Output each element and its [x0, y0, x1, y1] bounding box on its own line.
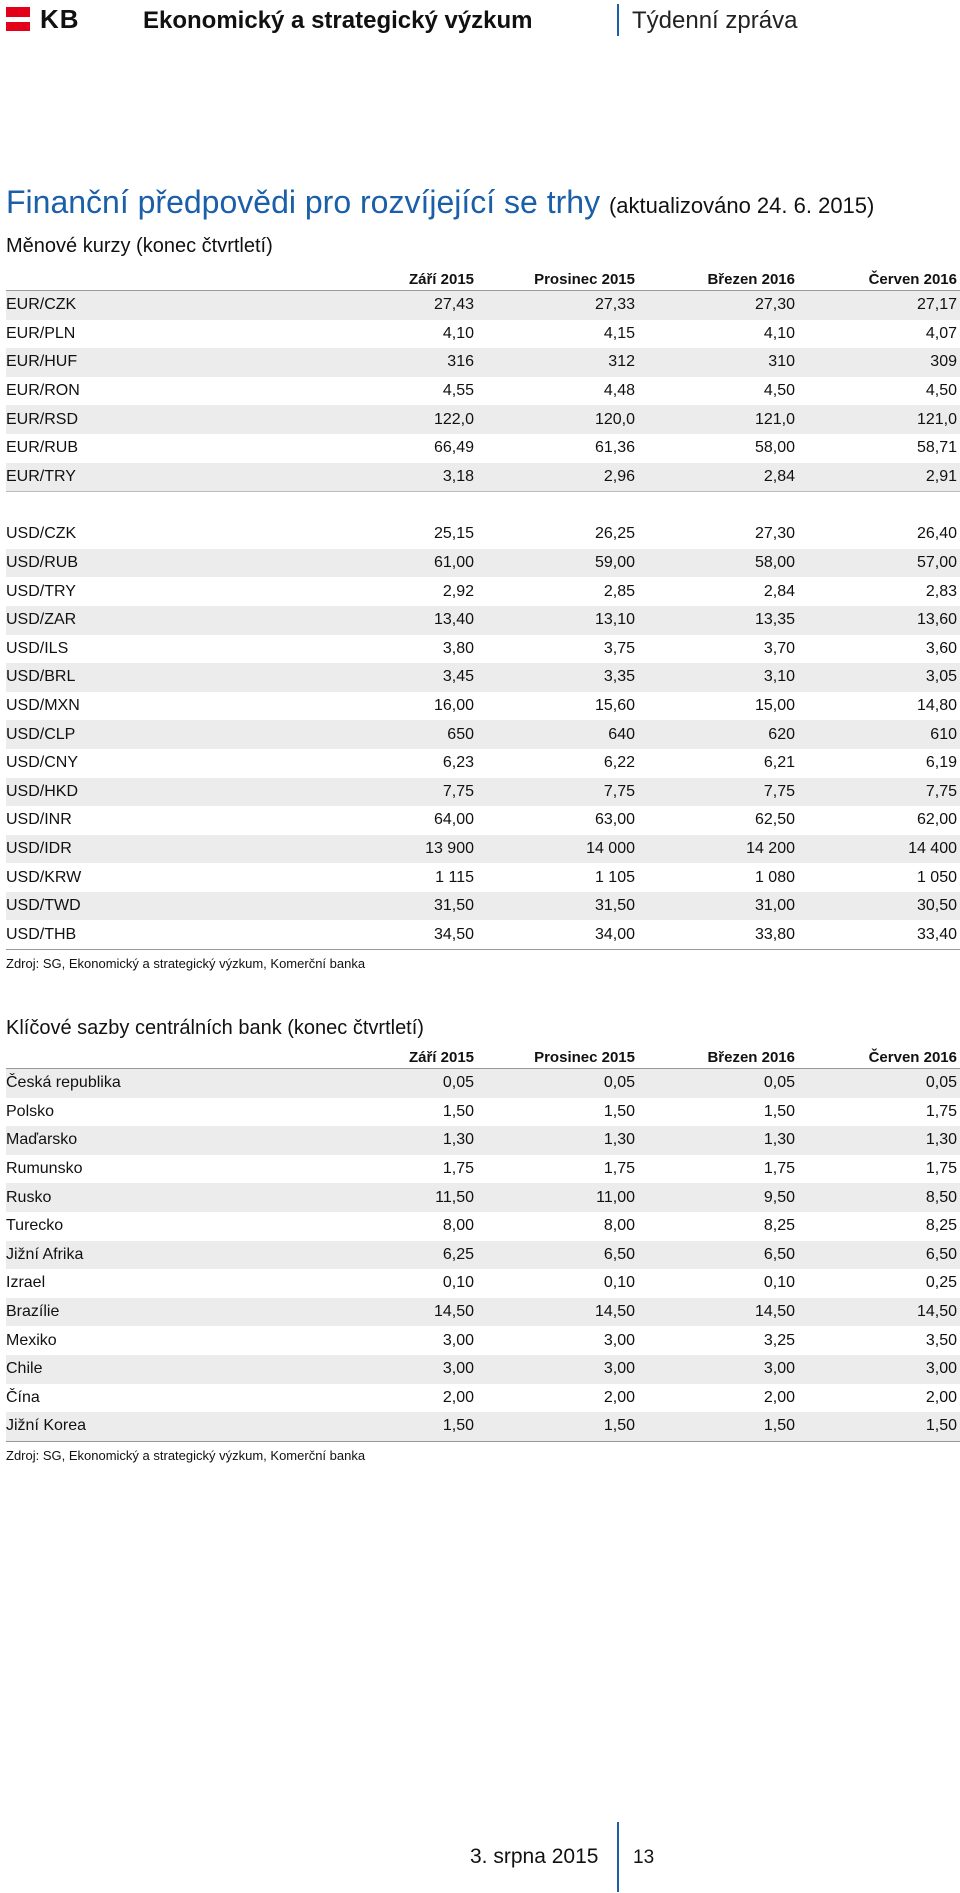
table-cell: 14 200 [746, 839, 795, 857]
table-cell: 0,10 [603, 1274, 635, 1292]
table-cell: 2,84 [763, 582, 795, 600]
table-cell: 3,70 [763, 639, 795, 657]
table-row [6, 749, 960, 778]
table-row [6, 1241, 960, 1270]
rates-table [6, 1046, 960, 1442]
table-cell: 1,50 [603, 1417, 635, 1435]
table-cell: 31,50 [433, 897, 474, 915]
row-label: EUR/RSD [6, 410, 79, 428]
row-label: EUR/RON [6, 382, 80, 400]
table-cell: 1,50 [763, 1102, 795, 1120]
table-cell: 3,10 [763, 668, 795, 686]
row-label: USD/MXN [6, 697, 80, 715]
table-cell: 33,40 [916, 925, 957, 943]
table-cell: 27,30 [754, 525, 795, 543]
table-cell: 8,25 [763, 1217, 795, 1235]
table-cell: 1,50 [925, 1417, 957, 1435]
table-cell: 3,00 [603, 1360, 635, 1378]
table-cell: 61,36 [594, 439, 635, 457]
table-cell: 7,75 [763, 782, 795, 800]
table-cell: 1,30 [763, 1131, 795, 1149]
table-cell: 62,50 [754, 811, 795, 829]
row-label: USD/ILS [6, 639, 69, 657]
table-cell: 1,50 [442, 1102, 474, 1120]
table-cell: 121,0 [754, 410, 795, 428]
table-cell: 2,00 [442, 1388, 474, 1406]
table-cell: 61,00 [433, 554, 474, 572]
fx-table [6, 268, 960, 950]
table-cell: 3,50 [925, 1331, 957, 1349]
table-cell: 30,50 [916, 897, 957, 915]
table-cell: 1,75 [442, 1160, 474, 1178]
table-cell: 27,33 [594, 296, 635, 314]
table-cell: 610 [930, 725, 957, 743]
table-row [6, 1269, 960, 1298]
table-cell: 0,05 [442, 1074, 474, 1092]
row-label: Maďarsko [6, 1131, 78, 1149]
table-cell: 6,19 [925, 754, 957, 772]
table-cell: 15,00 [754, 697, 795, 715]
table-cell: 3,18 [442, 467, 474, 485]
table-row [6, 1355, 960, 1384]
row-label: USD/TWD [6, 897, 81, 915]
table-cell: 7,75 [442, 782, 474, 800]
row-label: EUR/HUF [6, 353, 78, 371]
table-cell: 0,10 [763, 1274, 795, 1292]
row-label: USD/HKD [6, 782, 79, 800]
table-cell: 2,00 [603, 1388, 635, 1406]
table-row [6, 1069, 960, 1098]
row-label: USD/CZK [6, 525, 77, 543]
table-cell: 650 [447, 725, 474, 743]
column-header: Červen 2016 [868, 270, 957, 288]
table-cell: 8,00 [603, 1217, 635, 1235]
table-cell: 0,05 [603, 1074, 635, 1092]
table-cell: 1,75 [603, 1160, 635, 1178]
table-row [6, 692, 960, 721]
table-row [6, 1155, 960, 1184]
table-cell: 620 [768, 725, 795, 743]
row-label: Čína [6, 1388, 40, 1406]
row-label: USD/TRY [6, 582, 76, 600]
table-cell: 1,75 [763, 1160, 795, 1178]
footer-date: 3. srpna 2015 [470, 1845, 599, 1868]
rates-table-header [6, 1046, 960, 1069]
table-cell: 27,30 [754, 296, 795, 314]
table-cell: 120,0 [594, 410, 635, 428]
table-cell: 3,25 [763, 1331, 795, 1349]
table-cell: 0,10 [442, 1274, 474, 1292]
table-cell: 6,21 [763, 754, 795, 772]
table-cell: 64,00 [433, 811, 474, 829]
row-label: USD/INR [6, 811, 72, 829]
column-header: Červen 2016 [868, 1048, 957, 1066]
table-cell: 4,07 [925, 324, 957, 342]
table-cell: 3,00 [925, 1360, 957, 1378]
table-row [6, 520, 960, 549]
table-cell: 1,75 [925, 1102, 957, 1120]
table-cell: 1 080 [754, 868, 795, 886]
row-label: USD/CLP [6, 725, 76, 743]
table-row [6, 549, 960, 578]
table-cell: 2,00 [763, 1388, 795, 1406]
kb-logo-text: KB [40, 3, 80, 34]
table-cell: 25,15 [433, 525, 474, 543]
kb-logo-icon [6, 7, 30, 31]
table-cell: 2,85 [603, 582, 635, 600]
table-cell: 309 [930, 353, 957, 371]
table-cell: 58,00 [754, 554, 795, 572]
table-row [6, 1298, 960, 1327]
table-cell: 4,15 [603, 324, 635, 342]
table-row [6, 291, 960, 320]
row-label: Rumunsko [6, 1160, 83, 1178]
table-cell: 310 [768, 353, 795, 371]
table-cell: 31,50 [594, 897, 635, 915]
table-row [6, 320, 960, 349]
table-cell: 14,50 [916, 1303, 957, 1321]
row-label: EUR/PLN [6, 324, 76, 342]
table-cell: 14 400 [908, 839, 957, 857]
table-cell: 27,43 [433, 296, 474, 314]
row-label: USD/IDR [6, 839, 72, 857]
row-label: USD/ZAR [6, 611, 77, 629]
table-cell: 4,55 [442, 382, 474, 400]
column-header: Září 2015 [408, 1048, 474, 1066]
table-cell: 26,25 [594, 525, 635, 543]
table-row [6, 635, 960, 664]
table-row [6, 577, 960, 606]
table-cell: 121,0 [916, 410, 957, 428]
table-cell: 62,00 [916, 811, 957, 829]
table-cell: 2,00 [925, 1388, 957, 1406]
rates-section-title: Klíčové sazby centrálních bank (konec čtvrtletí) [6, 1017, 424, 1039]
table-cell: 6,50 [763, 1245, 795, 1263]
row-label: USD/KRW [6, 868, 82, 886]
table-cell: 3,45 [442, 668, 474, 686]
table-cell: 1 050 [916, 868, 957, 886]
header-divider [617, 4, 619, 36]
page-header [0, 0, 960, 40]
table-cell: 14,50 [754, 1303, 795, 1321]
table-cell: 57,00 [916, 554, 957, 572]
row-label: Česká republika [6, 1074, 121, 1092]
row-label: EUR/CZK [6, 296, 77, 314]
table-row [6, 377, 960, 406]
table-row [6, 1098, 960, 1127]
row-label: Mexiko [6, 1331, 57, 1349]
table-cell: 0,25 [925, 1274, 957, 1292]
table-cell: 33,80 [754, 925, 795, 943]
row-label: Izrael [6, 1274, 46, 1292]
row-label: Jižní Afrika [6, 1245, 84, 1263]
column-header: Březen 2016 [707, 1048, 795, 1066]
table-row [6, 434, 960, 463]
table-cell: 14,80 [916, 697, 957, 715]
table-row [6, 720, 960, 749]
table-cell: 3,80 [442, 639, 474, 657]
table-cell: 1 105 [594, 868, 635, 886]
table-row [6, 1384, 960, 1413]
table-cell: 7,75 [603, 782, 635, 800]
header-subtitle: Týdenní zpráva [632, 7, 798, 34]
table-cell: 13,40 [433, 611, 474, 629]
table-cell: 1,30 [925, 1131, 957, 1149]
table-cell: 13,60 [916, 611, 957, 629]
table-cell: 3,35 [603, 668, 635, 686]
table-cell: 4,48 [603, 382, 635, 400]
fx-source-note: Zdroj: SG, Ekonomický a strategický výzkum, Komerční banka [6, 956, 366, 971]
table-cell: 15,60 [594, 697, 635, 715]
table-cell: 1,50 [442, 1417, 474, 1435]
row-label: Chile [6, 1360, 43, 1378]
table-cell: 2,84 [763, 467, 795, 485]
table-cell: 14,50 [594, 1303, 635, 1321]
table-cell: 8,50 [925, 1188, 957, 1206]
table-cell: 4,10 [763, 324, 795, 342]
table-cell: 312 [608, 353, 635, 371]
table-cell: 0,05 [763, 1074, 795, 1092]
table-cell: 4,50 [925, 382, 957, 400]
table-row [6, 348, 960, 377]
table-cell: 8,25 [925, 1217, 957, 1235]
table-row [6, 1183, 960, 1212]
row-label: USD/THB [6, 925, 77, 943]
table-row [6, 1212, 960, 1241]
footer-divider [617, 1822, 619, 1892]
column-header: Prosinec 2015 [534, 270, 635, 288]
row-label: EUR/RUB [6, 439, 79, 457]
table-cell: 7,75 [925, 782, 957, 800]
table-row [6, 778, 960, 807]
table-cell: 4,10 [442, 324, 474, 342]
table-cell: 31,00 [754, 897, 795, 915]
table-cell: 66,49 [433, 439, 474, 457]
table-cell: 9,50 [763, 1188, 795, 1206]
table-row [6, 835, 960, 864]
table-cell: 3,60 [925, 639, 957, 657]
table-cell: 6,50 [925, 1245, 957, 1263]
update-note: (aktualizováno 24. 6. 2015) [608, 193, 875, 218]
column-header: Prosinec 2015 [534, 1048, 635, 1066]
table-cell: 6,50 [603, 1245, 635, 1263]
table-cell: 3,00 [442, 1360, 474, 1378]
table-cell: 2,96 [603, 467, 635, 485]
table-cell: 8,00 [442, 1217, 474, 1235]
table-row [6, 1326, 960, 1355]
table-row [6, 806, 960, 835]
table-row [6, 920, 960, 949]
table-row [6, 892, 960, 921]
table-cell: 1,50 [603, 1102, 635, 1120]
table-cell: 27,17 [916, 296, 957, 314]
table-cell: 3,05 [925, 668, 957, 686]
table-cell: 3,00 [603, 1331, 635, 1349]
table-cell: 3,00 [763, 1360, 795, 1378]
page-title [6, 184, 874, 221]
table-cell: 14 000 [586, 839, 635, 857]
row-label: USD/BRL [6, 668, 76, 686]
table-cell: 6,22 [603, 754, 635, 772]
table-cell: 1,50 [763, 1417, 795, 1435]
table-row [6, 1412, 960, 1441]
table-cell: 4,50 [763, 382, 795, 400]
table-cell: 13,10 [594, 611, 635, 629]
table-cell: 58,00 [754, 439, 795, 457]
table-cell: 11,00 [596, 1188, 635, 1206]
table-cell: 11,50 [435, 1188, 474, 1206]
table-cell: 2,83 [925, 582, 957, 600]
fx-eur-rows [6, 291, 960, 491]
table-cell: 1,75 [925, 1160, 957, 1178]
table-cell: 16,00 [433, 697, 474, 715]
table-cell: 1,30 [442, 1131, 474, 1149]
rates-source-note: Zdroj: SG, Ekonomický a strategický výzkum, Komerční banka [6, 1448, 366, 1463]
table-cell: 3,00 [442, 1331, 474, 1349]
table-cell: 59,00 [594, 554, 635, 572]
rates-rows [6, 1069, 960, 1442]
table-row [6, 663, 960, 692]
row-label: USD/RUB [6, 554, 79, 572]
table-row [6, 463, 960, 492]
table-cell: 26,40 [916, 525, 957, 543]
table-row [6, 606, 960, 635]
fx-table-header [6, 268, 960, 291]
table-cell: 34,50 [433, 925, 474, 943]
table-cell: 0,05 [925, 1074, 957, 1092]
row-label: Turecko [6, 1217, 64, 1235]
table-cell: 6,25 [442, 1245, 474, 1263]
fx-section-title: Měnové kurzy (konec čtvrtletí) [6, 235, 273, 257]
row-label: Jižní Korea [6, 1417, 87, 1435]
table-cell: 13 900 [425, 839, 474, 857]
table-row [6, 863, 960, 892]
row-label: Polsko [6, 1102, 55, 1120]
page-title-text: Finanční předpovědi pro rozvíjející se trhy [6, 184, 601, 220]
row-label: EUR/TRY [6, 467, 76, 485]
table-cell: 13,35 [754, 611, 795, 629]
table-cell: 2,91 [925, 467, 957, 485]
header-title: Ekonomický a strategický výzkum [143, 7, 533, 34]
table-cell: 58,71 [916, 439, 957, 457]
table-cell: 2,92 [442, 582, 474, 600]
table-cell: 1,30 [603, 1131, 635, 1149]
table-spacer [6, 491, 960, 520]
table-cell: 3,75 [603, 639, 635, 657]
column-header: Září 2015 [408, 270, 474, 288]
table-cell: 316 [447, 353, 474, 371]
table-row [6, 405, 960, 434]
table-cell: 6,23 [442, 754, 474, 772]
table-cell: 640 [608, 725, 635, 743]
table-cell: 34,00 [594, 925, 635, 943]
row-label: USD/CNY [6, 754, 79, 772]
column-header: Březen 2016 [707, 270, 795, 288]
table-cell: 14,50 [433, 1303, 474, 1321]
row-label: Rusko [6, 1188, 52, 1206]
table-row [6, 1126, 960, 1155]
fx-usd-rows [6, 520, 960, 950]
table-cell: 63,00 [594, 811, 635, 829]
row-label: Brazílie [6, 1303, 60, 1321]
page-number: 13 [633, 1847, 655, 1868]
table-cell: 1 115 [435, 868, 474, 886]
kb-logo [6, 3, 96, 35]
table-cell: 122,0 [433, 410, 474, 428]
